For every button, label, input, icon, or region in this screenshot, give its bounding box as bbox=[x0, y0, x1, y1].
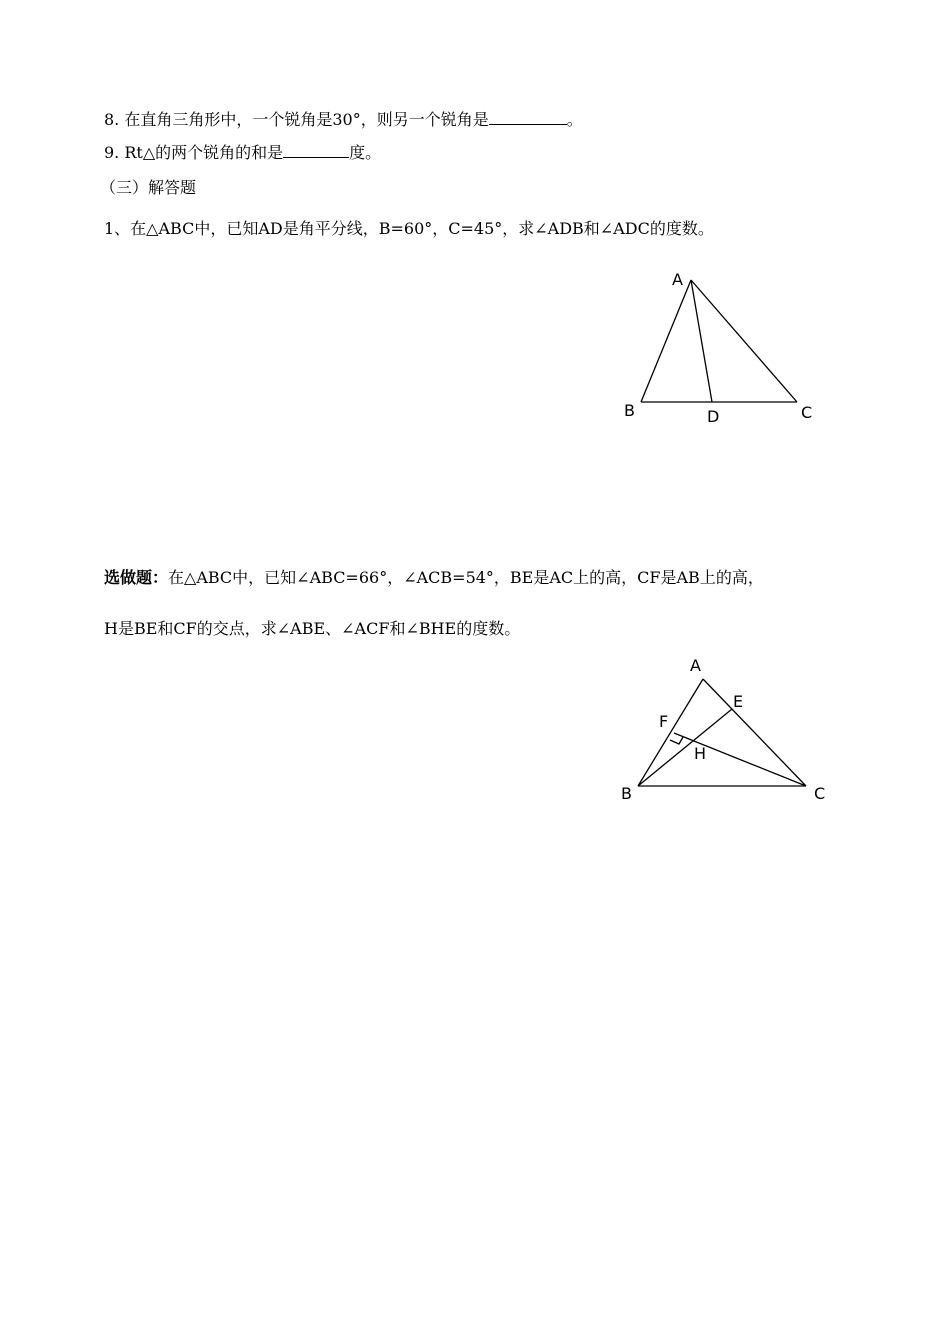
optional-problem-label: 选做题： bbox=[104, 568, 169, 587]
right-angle-mark bbox=[670, 737, 683, 744]
altitude-be bbox=[638, 709, 732, 786]
section-heading: （三）解答题 bbox=[100, 178, 197, 197]
segment-ac-2 bbox=[703, 679, 806, 786]
optional-problem-text-2: H是BE和CF的交点，求∠ABE、∠ACF和∠BHE的度数。 bbox=[104, 619, 521, 638]
label-b-2: B bbox=[621, 784, 632, 803]
label-d: D bbox=[707, 407, 720, 426]
label-h: H bbox=[694, 744, 707, 763]
label-b: B bbox=[624, 401, 635, 420]
optional-problem-text-1: 在△ABC中，已知∠ABC=66°，∠ACB=54°，BE是AC上的高，CF是AB上的高， bbox=[168, 568, 764, 587]
question-9-end: 度。 bbox=[349, 143, 382, 162]
label-c: C bbox=[801, 403, 813, 422]
question-8-end: 。 bbox=[566, 110, 583, 129]
problem-1-text: 1、在△ABC中，已知AD是角平分线，B=60°，C=45°，求∠ADB和∠ADC的度数。 bbox=[104, 219, 714, 238]
question-8-text: 8. 在直角三角形中，一个锐角是30°，则另一个锐角是 bbox=[104, 110, 489, 129]
label-e: E bbox=[733, 692, 744, 711]
label-f: F bbox=[659, 712, 669, 731]
label-c-2: C bbox=[814, 784, 826, 803]
segment-ab-2 bbox=[638, 679, 703, 786]
label-a-2: A bbox=[690, 656, 701, 675]
label-a: A bbox=[672, 270, 683, 289]
question-9-text: 9. Rt△的两个锐角的和是 bbox=[104, 143, 284, 162]
